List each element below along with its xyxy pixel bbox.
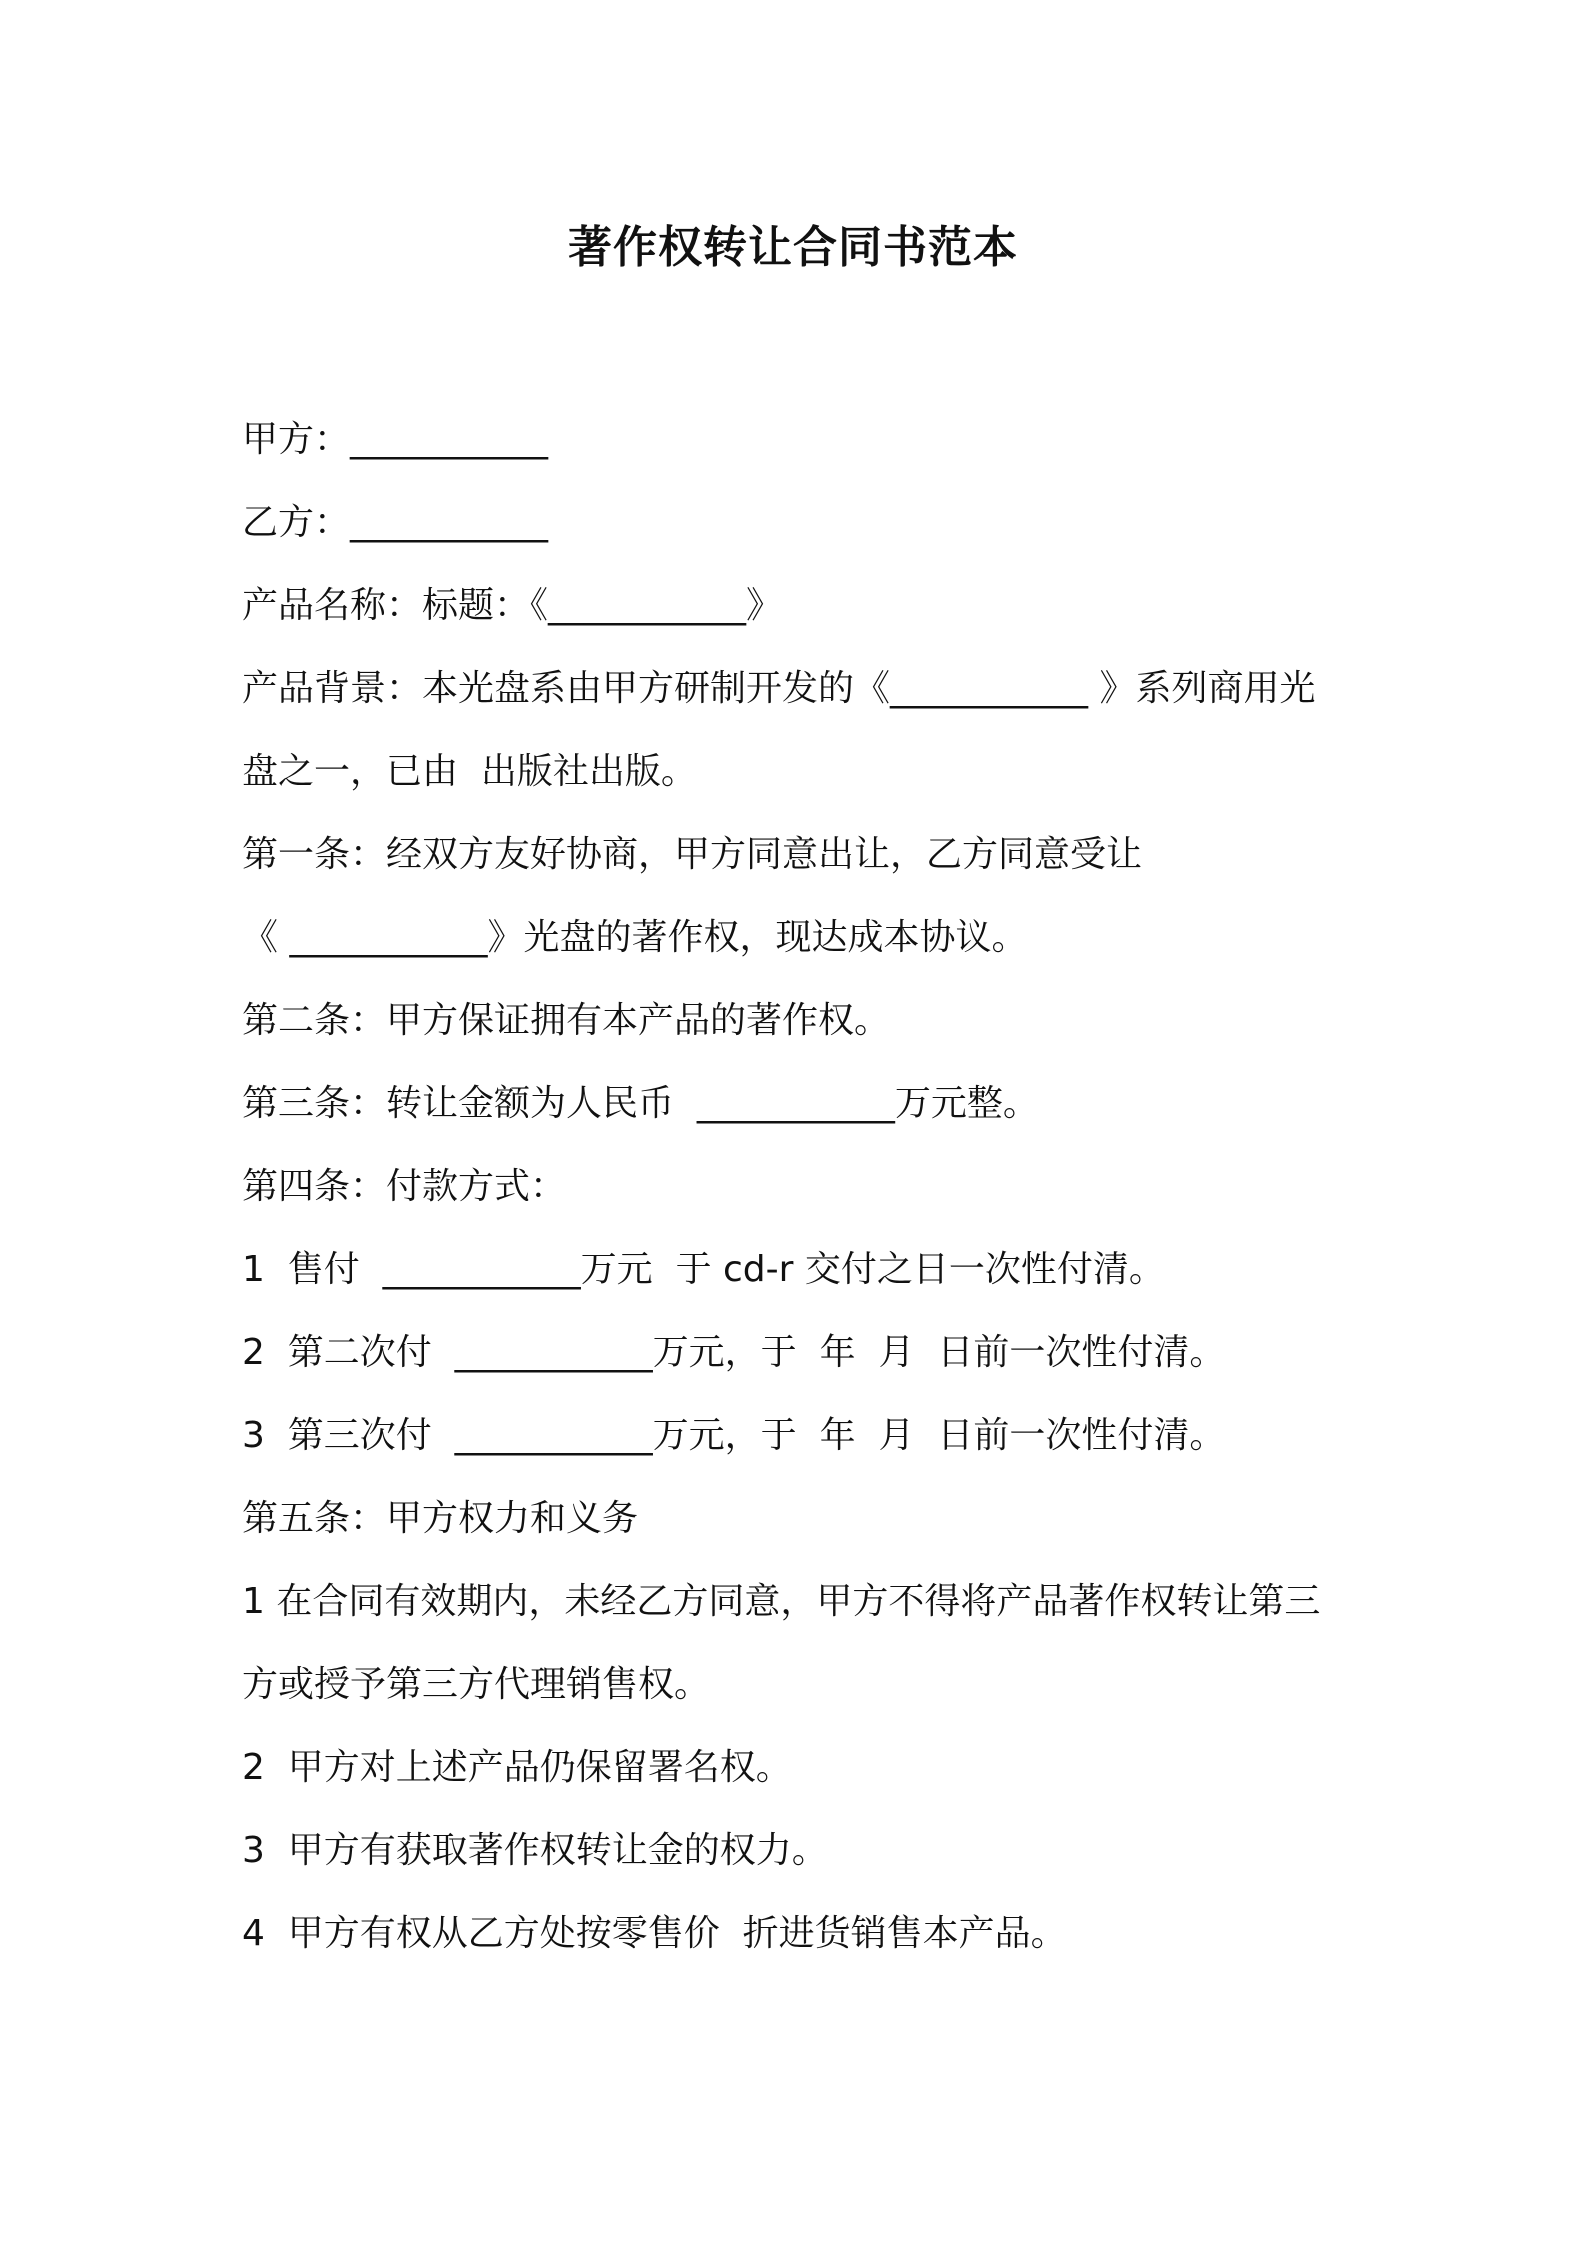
article-5-heading: 第五条：甲方权力和义务 [242,1498,639,1539]
payment-item-1: 1 售付 ___________万元 于 cd-r 交付之日一次性付清。 [242,1249,1165,1290]
product-background-line-cont: 盘之一，已由 出版社出版。 [242,751,697,792]
article-5-item-2: 2 甲方对上述产品仍保留署名权。 [242,1747,792,1788]
article-3-line: 第三条：转让金额为人民币 ___________万元整。 [242,1083,1039,1124]
article-5-item-4: 4 甲方有权从乙方处按零售价 折进货销售本产品。 [242,1913,1067,1954]
product-name-line: 产品名称：标题：《___________》 [242,585,783,626]
article-4-heading: 第四条：付款方式： [242,1166,567,1207]
product-background-line: 产品背景：本光盘系由甲方研制开发的《___________ 》系列商用光 [242,668,1316,709]
party-a-line: 甲方：___________ [242,419,549,460]
document-title: 著作权转让合同书范本 [568,222,1018,273]
article-5-item-1: 1 在合同有效期内，未经乙方同意，甲方不得将产品著作权转让第三 [242,1581,1321,1622]
article-5-item-1-cont: 方或授予第三方代理销售权。 [242,1664,711,1705]
payment-item-3: 3 第三次付 ___________万元，于 年 月 日前一次性付清。 [242,1415,1226,1456]
article-1-line-cont: 《 ___________》光盘的著作权，现达成本协议。 [242,917,1028,958]
article-5-item-3: 3 甲方有获取著作权转让金的权力。 [242,1830,828,1871]
payment-item-2: 2 第二次付 ___________万元，于 年 月 日前一次性付清。 [242,1332,1226,1373]
article-1-line: 第一条：经双方友好协商，甲方同意出让，乙方同意受让 [242,834,1143,875]
party-b-line: 乙方：___________ [242,502,549,543]
article-2-line: 第二条：甲方保证拥有本产品的著作权。 [242,1000,891,1041]
